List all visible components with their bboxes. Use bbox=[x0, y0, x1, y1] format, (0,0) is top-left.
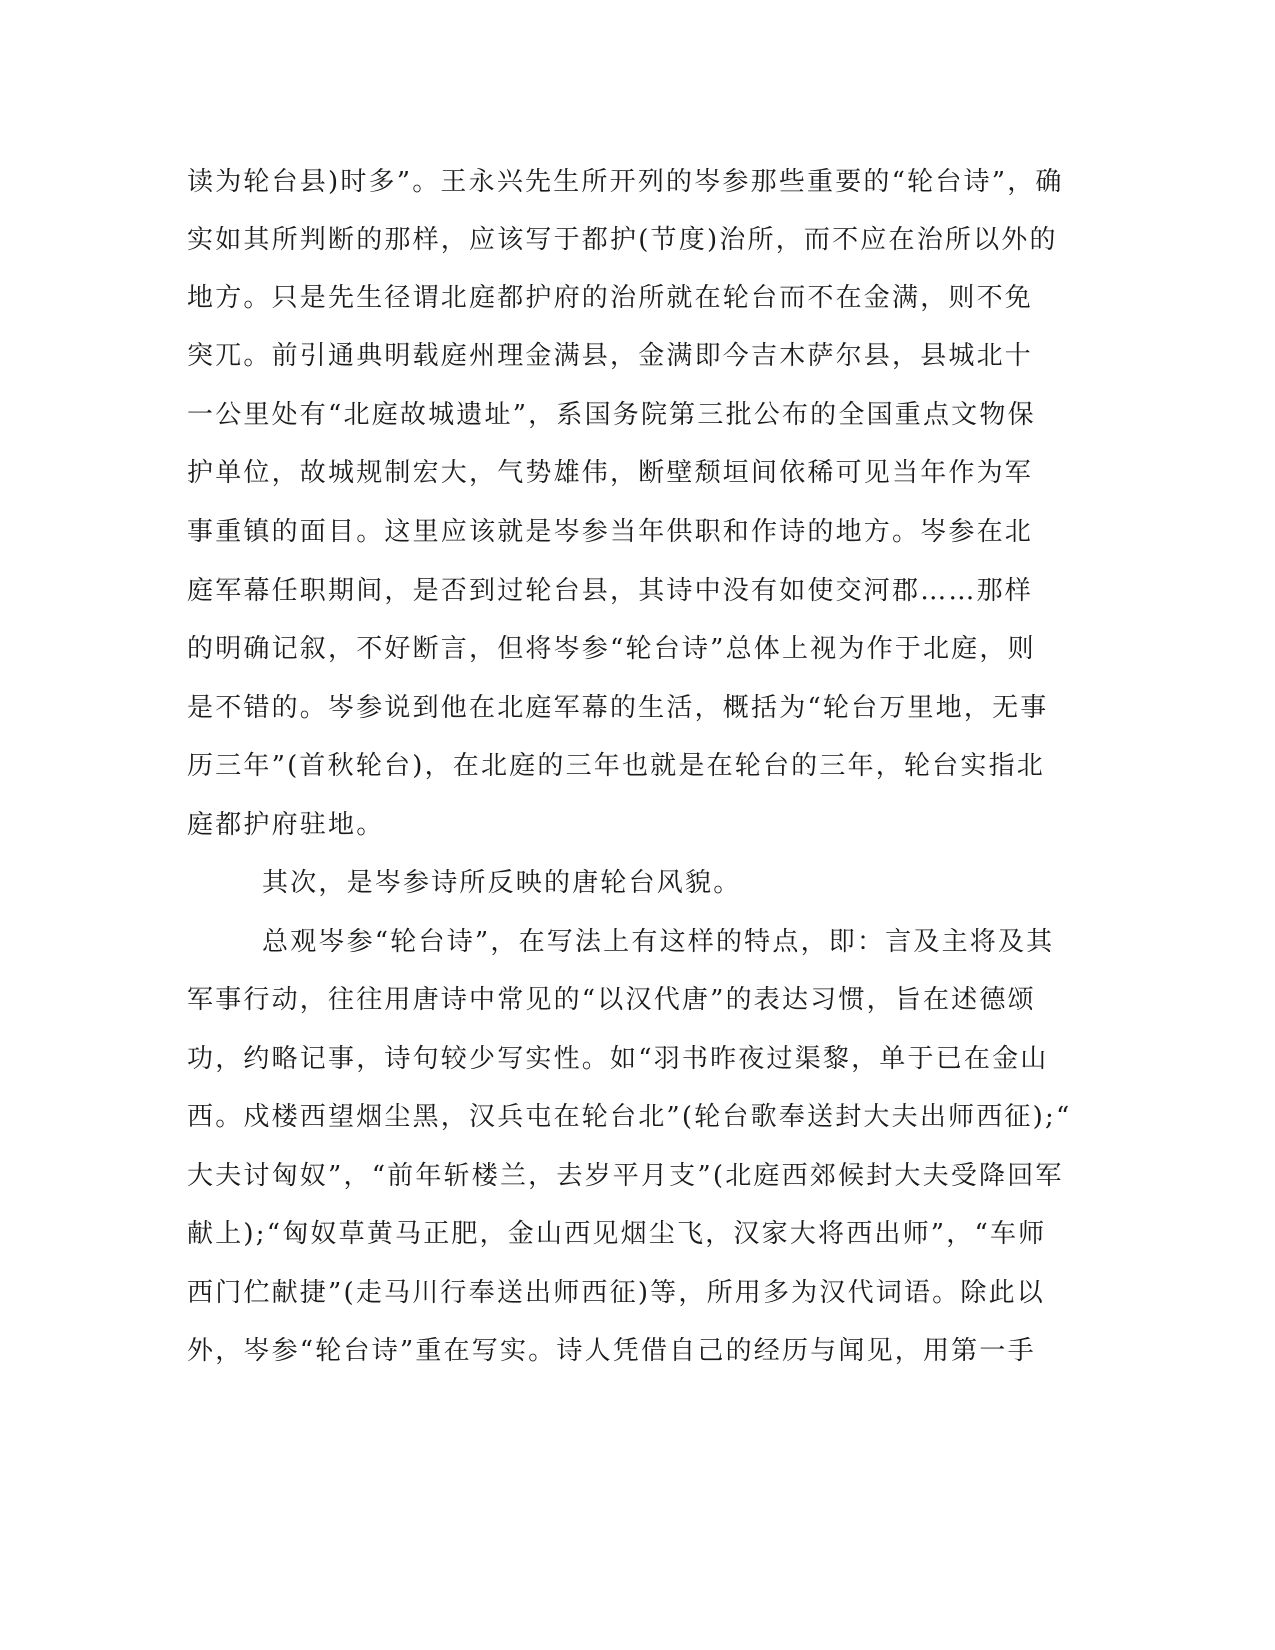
text-line: 护单位，故城规制宏大，气势雄伟，断壁颓垣间依稀可见当年作为军 bbox=[187, 458, 1034, 488]
text-line: 功，约略记事，诗句较少写实性。如“羽书昨夜过渠黎，单于已在金山 bbox=[187, 1044, 1049, 1074]
text-line: 突兀。前引通典明载庭州理金满县，金满即今吉木萨尔县，县城北十 bbox=[187, 341, 1034, 371]
text-line: 军事行动，往往用唐诗中常见的“以汉代唐”的表达习惯，旨在述德颂 bbox=[187, 985, 1036, 1015]
text-line: 大夫讨匈奴”，“前年斩楼兰，去岁平月支”(北庭西郊候封大夫受降回军 bbox=[187, 1161, 1064, 1191]
text-line: 献上);“匈奴草黄马正肥，金山西见烟尘飞，汉家大将西出师”，“车师 bbox=[187, 1219, 1047, 1249]
text-line: 历三年”(首秋轮台)，在北庭的三年也就是在轮台的三年，轮台实指北 bbox=[187, 751, 1045, 781]
text-line: 庭军幕任职期间，是否到过轮台县，其诗中没有如使交河郡……那样 bbox=[187, 576, 1034, 606]
text-line: 实如其所判断的那样，应该写于都护(节度)治所，而不应在治所以外的 bbox=[187, 225, 1058, 255]
text-line: 事重镇的面目。这里应该就是岑参当年供职和作诗的地方。岑参在北 bbox=[187, 517, 1034, 547]
text-line: 一公里处有“北庭故城遗址”，系国务院第三批公布的全国重点文物保 bbox=[187, 400, 1036, 430]
paragraph-line: 其次，是岑参诗所反映的唐轮台风貌。 bbox=[262, 868, 742, 898]
text-line: 庭都护府驻地。 bbox=[187, 810, 385, 840]
paragraph-line: 总观岑参“轮台诗”，在写法上有这样的特点，即：言及主将及其 bbox=[262, 927, 1055, 957]
text-line: 西门伫献捷”(走马川行奉送出师西征)等，所用多为汉代词语。除此以 bbox=[187, 1278, 1045, 1308]
text-line: 的明确记叙，不好断言，但将岑参“轮台诗”总体上视为作于北庭，则 bbox=[187, 634, 1036, 664]
text-line: 是不错的。岑参说到他在北庭军幕的生活，概括为“轮台万里地，无事 bbox=[187, 693, 1049, 723]
text-line: 地方。只是先生径谓北庭都护府的治所就在轮台而不在金满，则不免 bbox=[187, 283, 1034, 313]
text-line: 西。戍楼西望烟尘黑，汉兵屯在轮台北”(轮台歌奉送封大夫出师西征);“ bbox=[187, 1102, 1072, 1132]
text-line: 外，岑参“轮台诗”重在写实。诗人凭借自己的经历与闻见，用第一手 bbox=[187, 1336, 1036, 1366]
text-line: 读为轮台县)时多”。王永兴先生所开列的岑参那些重要的“轮台诗”，确 bbox=[187, 167, 1064, 197]
